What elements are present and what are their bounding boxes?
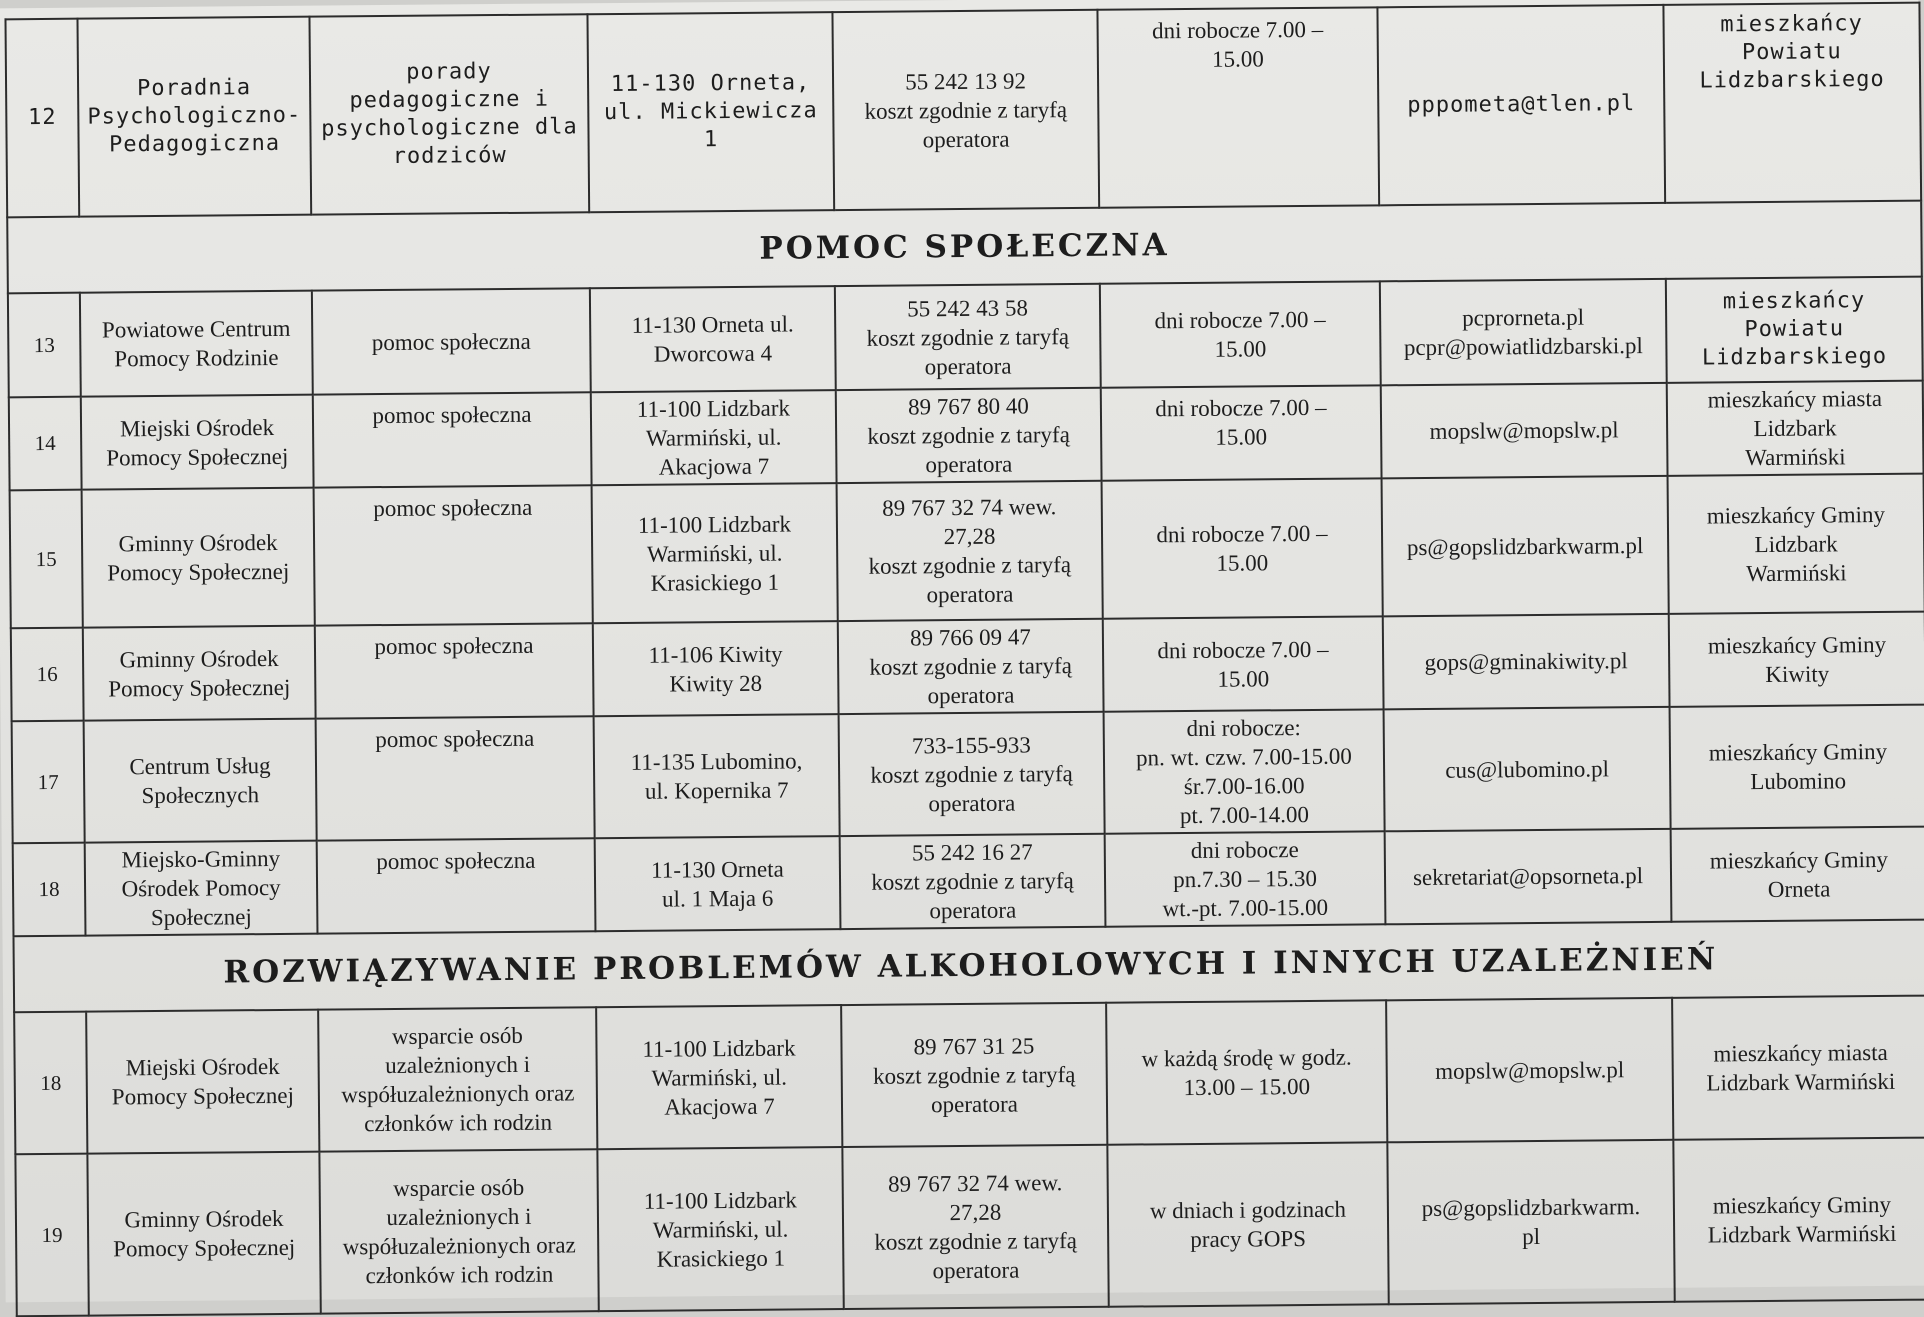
service-scope: pomoc społeczna [313, 392, 592, 487]
row-number: 14 [9, 397, 82, 491]
office-hours: dni robocze pn.7.30 – 15.30 wt.-pt. 7.00-15.00 [1105, 831, 1386, 926]
service-scope: pomoc społeczna [316, 716, 595, 840]
service-scope: wsparcie osób uzależnionych i współuzależnionych oraz członków ich rodzin [318, 1007, 597, 1151]
email: sekretariat@opsorneta.pl [1385, 829, 1672, 924]
email: pppometa@tlen.pl [1377, 5, 1665, 205]
table-row [8, 277, 1923, 398]
table-row [14, 996, 1924, 1155]
office-hours: dni robocze 7.00 – 15.00 [1097, 7, 1379, 207]
address: 11-100 Lidzbark Warmiński, ul. Akacjowa 7 [596, 1005, 842, 1149]
eligible-residents: mieszkańcy Powiatu Lidzbarskiego [1666, 277, 1923, 383]
address: 11-130 Orneta ul. Dworcowa 4 [590, 286, 836, 392]
row-number: 12 [5, 19, 79, 218]
row-number: 16 [11, 628, 84, 722]
email: mopslw@mopslw.pl [1381, 383, 1668, 478]
row-number: 18 [13, 843, 86, 937]
phone: 89 766 09 47 koszt zgodnie z taryfą operatora [838, 619, 1104, 714]
email: cus@lubomino.pl [1384, 707, 1671, 831]
row-number: 15 [10, 490, 83, 629]
office-hours: dni robocze 7.00 – 15.00 [1102, 478, 1383, 618]
address: 11-100 Lidzbark Warmiński, ul. Krasickiego 1 [592, 483, 838, 623]
institution-name: Miejski Ośrodek Pomocy Społecznej [81, 395, 314, 490]
table-row [9, 381, 1924, 491]
row-number: 13 [8, 293, 81, 398]
table-row [15, 1138, 1924, 1317]
row-number: 17 [12, 721, 85, 844]
email: ps@gopslidzbarkwarm.pl [1382, 476, 1669, 616]
office-hours: dni robocze 7.00 – 15.00 [1101, 385, 1382, 480]
service-scope: porady pedagogiczne i psychologiczne dla rodziców [309, 14, 589, 214]
institution-name: Powiatowe Centrum Pomocy Rodzinie [80, 291, 313, 397]
row-number: 18 [14, 1012, 87, 1155]
eligible-residents: mieszkańcy miasta Lidzbark Warmiński [1667, 381, 1924, 476]
phone: 89 767 32 74 wew. 27,28 koszt zgodnie z taryfą operatora [842, 1145, 1108, 1309]
institution-name: Gminny Ośrodek Pomocy Społecznej [87, 1152, 320, 1316]
section-heading-social-help: POMOC SPOŁECZNA [7, 201, 1922, 294]
table-row [13, 827, 1924, 937]
phone: 89 767 32 74 wew. 27,28 koszt zgodnie z taryfą operatora [837, 481, 1103, 621]
service-scope: wsparcie osób uzależnionych i współuzależnionych oraz członków ich rodzin [319, 1149, 598, 1313]
phone: 89 767 31 25 koszt zgodnie z taryfą operatora [841, 1003, 1107, 1147]
service-scope: pomoc społeczna [317, 838, 596, 933]
table-row [11, 612, 1924, 722]
email: pcprorneta.pl pcpr@powiatlidzbarski.pl [1380, 279, 1667, 385]
eligible-residents: mieszkańcy Powiatu Lidzbarskiego [1663, 3, 1921, 203]
eligible-residents: mieszkańcy Gminy Kiwity [1669, 612, 1924, 707]
email: mopslw@mopslw.pl [1386, 998, 1673, 1142]
office-hours: dni robocze 7.00 – 15.00 [1103, 616, 1384, 711]
office-hours: w każdą środę w godz. 13.00 – 15.00 [1106, 1000, 1387, 1144]
email: gops@gminakiwity.pl [1383, 614, 1670, 709]
institution-name: Miejski Ośrodek Pomocy Społecznej [86, 1010, 319, 1154]
institution-name: Poradnia Psychologiczno- Pedagogiczna [77, 17, 311, 217]
eligible-residents: mieszkańcy Gminy Lidzbark Warmiński [1668, 474, 1924, 614]
address: 11-100 Lidzbark Warmiński, ul. Krasickiego 1 [597, 1147, 843, 1311]
address: 11-130 Orneta, ul. Mickiewicza 1 [587, 12, 834, 212]
table-row [5, 3, 1921, 218]
eligible-residents: mieszkańcy Gminy Orneta [1671, 827, 1924, 922]
institution-name: Centrum Usług Społecznych [84, 719, 317, 843]
office-hours: dni robocze: pn. wt. czw. 7.00-15.00 śr.7.00-16.00 pt. 7.00-14.00 [1104, 709, 1385, 833]
row-number: 19 [15, 1154, 88, 1317]
institutions-table [4, 2, 1924, 1317]
phone: 55 242 16 27 koszt zgodnie z taryfą operatora [840, 834, 1106, 929]
institution-name: Gminny Ośrodek Pomocy Społecznej [83, 626, 316, 721]
eligible-residents: mieszkańcy Gminy Lubomino [1670, 705, 1924, 829]
section-heading-addiction: ROZWIĄZYWANIE PROBLEMÓW ALKOHOLOWYCH I INNYCH UZALEŻNIEŃ [13, 920, 1924, 1013]
address: 11-130 Orneta ul. 1 Maja 6 [595, 836, 841, 931]
service-scope: pomoc społeczna [312, 288, 591, 394]
table-row [12, 705, 1924, 844]
eligible-residents: mieszkańcy Gminy Lidzbark Warmiński [1673, 1138, 1924, 1302]
office-hours: dni robocze 7.00 – 15.00 [1100, 281, 1381, 387]
service-scope: pomoc społeczna [314, 485, 593, 625]
institution-name: Miejsko-Gminny Ośrodek Pomocy Społecznej [85, 841, 318, 936]
address: 11-135 Lubomino, ul. Kopernika 7 [594, 714, 840, 838]
phone: 55 242 13 92 koszt zgodnie z taryfą operatora [832, 10, 1099, 210]
phone: 89 767 80 40 koszt zgodnie z taryfą operatora [836, 388, 1102, 483]
service-scope: pomoc społeczna [315, 623, 594, 718]
table-row [10, 474, 1924, 629]
eligible-residents: mieszkańcy miasta Lidzbark Warmiński [1672, 996, 1924, 1140]
address: 11-106 Kiwity Kiwity 28 [593, 621, 839, 716]
office-hours: w dniach i godzinach pracy GOPS [1107, 1142, 1388, 1306]
address: 11-100 Lidzbark Warmiński, ul. Akacjowa 7 [591, 390, 837, 485]
phone: 733-155-933 koszt zgodnie z taryfą operatora [839, 712, 1105, 836]
phone: 55 242 43 58 koszt zgodnie z taryfą operatora [835, 284, 1101, 390]
institution-name: Gminny Ośrodek Pomocy Społecznej [82, 488, 315, 628]
email: ps@gopslidzbarkwarm. pl [1387, 1140, 1674, 1304]
